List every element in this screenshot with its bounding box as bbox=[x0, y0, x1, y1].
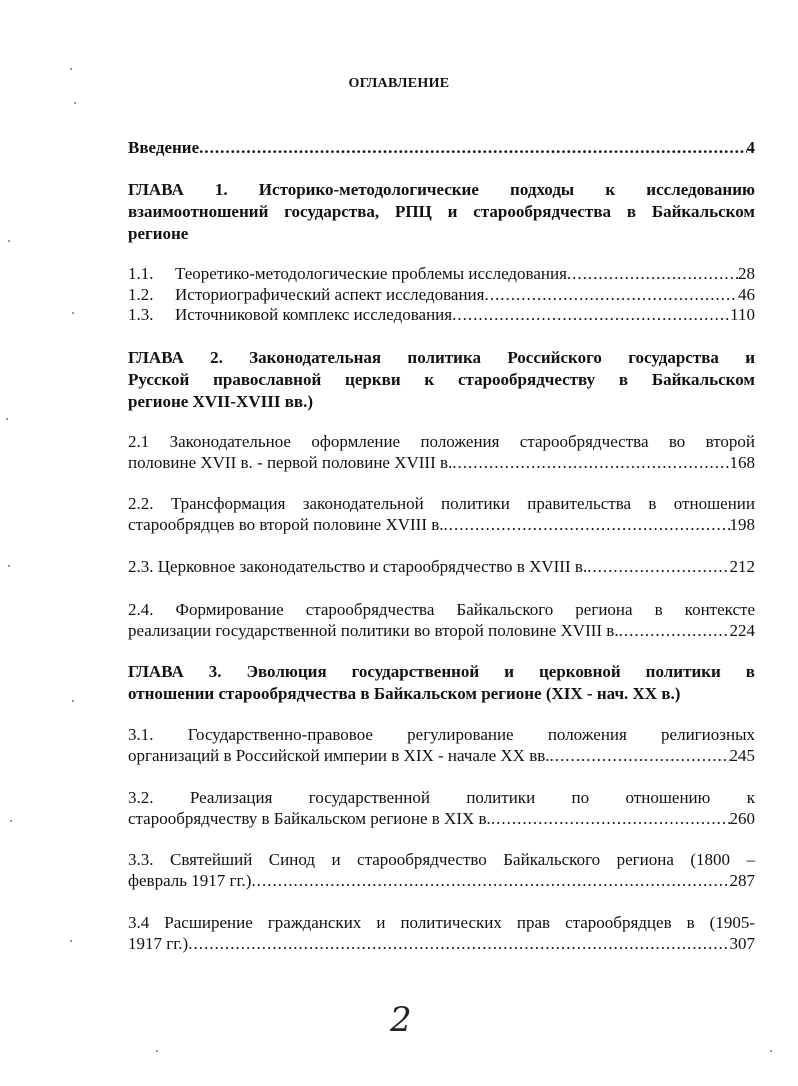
toc-item-page: 287 bbox=[729, 871, 755, 890]
toc-item-page: 168 bbox=[729, 453, 755, 472]
toc-item-number: 1.2. bbox=[128, 285, 154, 304]
leader-dots bbox=[619, 621, 730, 641]
toc-item-3-1-line1[interactable]: 3.1. Государственно-правовое регулирование положения религиозных bbox=[128, 725, 755, 744]
toc-item-1-3[interactable] bbox=[128, 305, 755, 325]
toc-item-page: 224 bbox=[729, 621, 755, 640]
toc-item-number: 1.3. bbox=[128, 305, 154, 324]
leader-dots bbox=[452, 453, 729, 473]
toc-item-3-4-line1[interactable]: 3.4 Расширение гражданских и политических прав старообрядцев в (1905- bbox=[128, 913, 755, 932]
toc-item-3-2[interactable] bbox=[128, 809, 755, 829]
chapter2-heading-line3[interactable]: регионе XVII-XVIII вв.) bbox=[128, 392, 313, 411]
toc-item-2-3[interactable] bbox=[128, 557, 755, 577]
toc-item-page: 198 bbox=[729, 515, 755, 534]
handwritten-page-number: 2 bbox=[390, 1000, 412, 1040]
leader-dots bbox=[452, 305, 730, 325]
chapter2-heading-line2[interactable]: Русской православной церкви к старообрядчеству в Байкальском bbox=[128, 370, 755, 389]
toc-item-1-1[interactable] bbox=[128, 264, 755, 284]
toc-item-label: половине XVII в. - первой половине XVIII в. bbox=[128, 453, 453, 472]
toc-item-page: 212 bbox=[729, 557, 755, 576]
toc-item-3-1[interactable] bbox=[128, 746, 755, 766]
leader-dots bbox=[567, 264, 738, 284]
toc-item-label: организаций в Российской империи в XIX - начале XX вв. bbox=[128, 746, 550, 765]
toc-item-2-4[interactable] bbox=[128, 621, 755, 641]
leader-dots bbox=[491, 809, 730, 829]
leader-dots bbox=[251, 871, 729, 891]
toc-item-3-2-line1[interactable]: 3.2. Реализация государственной политики по отношению к bbox=[128, 788, 755, 807]
scan-speck bbox=[74, 102, 76, 104]
leader-dots bbox=[484, 285, 738, 305]
chapter1-heading-line1[interactable]: ГЛАВА 1. Историко-методологические подходы к исследованию bbox=[128, 180, 755, 199]
toc-item-label: 2.3. Церковное законодательство и старообрядчество в XVIII в. bbox=[128, 557, 588, 576]
leader-dots bbox=[444, 515, 730, 535]
toc-item-label: старообрядцев во второй половине XVIII в. bbox=[128, 515, 444, 534]
scan-speck bbox=[770, 1050, 772, 1052]
toc-item-3-3[interactable] bbox=[128, 871, 755, 891]
scan-speck bbox=[72, 700, 74, 702]
chapter3-heading-line1[interactable]: ГЛАВА 3. Эволюция государственной и церковной политики в bbox=[128, 662, 755, 681]
scan-speck bbox=[70, 68, 72, 70]
chapter2-heading-line1[interactable]: ГЛАВА 2. Законодательная политика Российского государства и bbox=[128, 348, 755, 367]
toc-item-2-4-line1[interactable]: 2.4. Формирование старообрядчества Байкальского региона в контексте bbox=[128, 600, 755, 619]
toc-item-1-2[interactable] bbox=[128, 285, 755, 305]
toc-item-page: 46 bbox=[738, 285, 755, 304]
toc-item-2-2-line1[interactable]: 2.2. Трансформация законодательной политики правительства в отношении bbox=[128, 494, 755, 513]
toc-item-2-2[interactable] bbox=[128, 515, 755, 535]
scan-speck bbox=[72, 312, 74, 314]
toc-item-label: февраль 1917 гг.) bbox=[128, 871, 252, 890]
toc-item-label: старообрядчеству в Байкальском регионе в XIX в. bbox=[128, 809, 491, 828]
scan-speck bbox=[10, 820, 12, 822]
toc-item-page: 245 bbox=[729, 746, 755, 765]
toc-item-page: 28 bbox=[738, 264, 755, 283]
chapter3-heading-line2[interactable]: отношении старообрядчества в Байкальском регионе (XIX - нач. XX в.) bbox=[128, 684, 681, 703]
toc-item-3-3-line1[interactable]: 3.3. Святейший Синод и старообрядчество Байкальского региона (1800 – bbox=[128, 850, 755, 869]
chapter1-heading-line3[interactable]: регионе bbox=[128, 224, 189, 243]
toc-item-label: Теоретико-методологические проблемы исследования bbox=[175, 264, 567, 283]
toc-intro-page: 4 bbox=[746, 138, 755, 157]
toc-item-2-1-line1[interactable]: 2.1 Законодательное оформление положения старообрядчества во второй bbox=[128, 432, 755, 451]
scan-speck bbox=[156, 1050, 158, 1052]
toc-item-3-4[interactable] bbox=[128, 934, 755, 954]
toc-item-label: Историографический аспект исследования bbox=[175, 285, 485, 304]
toc-item-page: 307 bbox=[729, 934, 755, 953]
scan-speck bbox=[8, 240, 10, 242]
chapter1-heading-line2[interactable]: взаимоотношений государства, РПЦ и старообрядчества в Байкальском bbox=[128, 202, 755, 221]
scan-speck bbox=[6, 418, 8, 420]
toc-intro-label: Введение bbox=[128, 138, 200, 157]
leader-dots bbox=[199, 138, 746, 158]
toc-item-label: реализации государственной политики во второй половине XVIII в. bbox=[128, 621, 619, 640]
toc-item-page: 110 bbox=[730, 305, 755, 324]
toc-intro[interactable] bbox=[128, 138, 755, 158]
toc-item-label: 1917 гг.) bbox=[128, 934, 189, 953]
toc-item-number: 1.1. bbox=[128, 264, 154, 283]
toc-item-label: Источниковой комплекс исследования bbox=[175, 305, 453, 324]
page-title: ОГЛАВЛЕНИЕ bbox=[348, 76, 450, 91]
scan-speck bbox=[70, 940, 72, 942]
leader-dots bbox=[550, 746, 730, 766]
leader-dots bbox=[587, 557, 729, 577]
scan-speck bbox=[8, 565, 10, 567]
toc-item-2-1[interactable] bbox=[128, 453, 755, 473]
toc-item-page: 260 bbox=[729, 809, 755, 828]
leader-dots bbox=[188, 934, 729, 954]
